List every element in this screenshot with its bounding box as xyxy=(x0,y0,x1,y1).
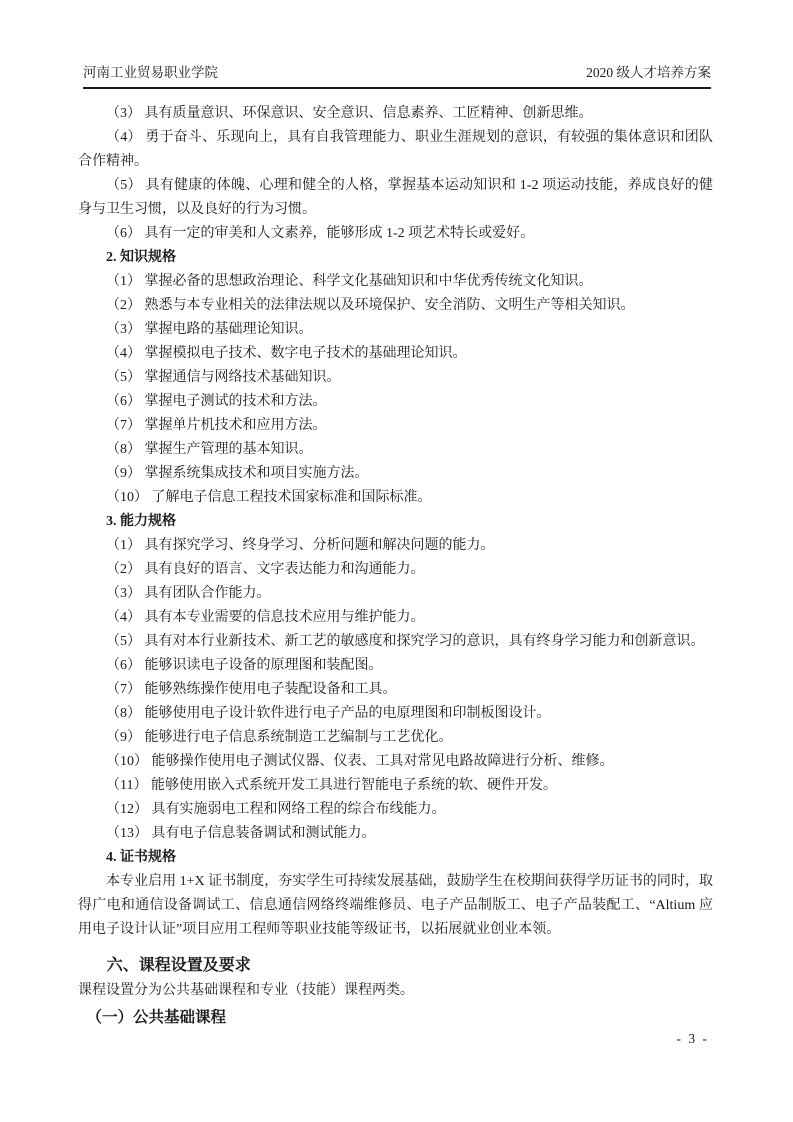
knowledge-item-2: （2） 熟悉与本专业相关的法律法规以及环境保护、安全消防、文明生产等相关知识。 xyxy=(106,298,635,313)
knowledge-item-7: （7） 掌握单片机技术和应用方法。 xyxy=(106,418,327,433)
section-title-certificate: 4. 证书规格 xyxy=(106,850,176,865)
knowledge-item-5: （5） 掌握通信与网络技术基础知识。 xyxy=(106,370,341,385)
knowledge-item-4: （4） 掌握模拟电子技术、数字电子技术的基础理论知识。 xyxy=(106,346,467,361)
knowledge-item-6: （6） 掌握电子测试的技术和方法。 xyxy=(106,394,327,409)
ability-item-2: （2） 具有良好的语言、文字表达能力和沟通能力。 xyxy=(106,562,425,577)
chapter-title-course-setting: 六、课程设置及要求 xyxy=(106,957,251,974)
knowledge-item-10: （10） 了解电子信息工程技术国家标准和国际标准。 xyxy=(106,490,432,505)
page-footer xyxy=(677,1031,710,1047)
ability-item-12: （12） 具有实施弱电工程和网络工程的综合布线能力。 xyxy=(106,802,446,817)
page-number: - 3 - xyxy=(676,1031,709,1046)
paragraph-quality-item-4: （4） 勇于奋斗、乐现向上，具有自我管理能力、职业生涯规划的意识，有较强的集体意识和团队合作精神。 xyxy=(78,130,713,169)
knowledge-item-3: （3） 掌握电路的基础理论知识。 xyxy=(106,322,313,337)
document-content xyxy=(78,102,713,1031)
ability-item-1: （1） 具有探究学习、终身学习、分析问题和解决问题的能力。 xyxy=(106,538,495,553)
ability-item-13: （13） 具有电子信息装备调试和测试能力。 xyxy=(106,826,376,841)
subsection-title-public-basic-courses: （一）公共基础课程 xyxy=(86,1009,227,1026)
paragraph-quality-item-5: （5） 具有健康的体魄、心理和健全的人格，掌握基本运动知识和 1-2 项运动技能，养成良好的健身与卫生习惯，以及良好的行为习惯。 xyxy=(78,178,713,217)
header-school-name: 河南工业贸易职业学院 xyxy=(83,65,218,80)
paragraph-quality-item-6: （6） 具有一定的审美和人文素养，能够形成 1-2 项艺术特长或爱好。 xyxy=(106,226,535,241)
knowledge-item-1: （1） 掌握必备的思想政治理论、科学文化基础知识和中华优秀传统文化知识。 xyxy=(106,274,593,289)
page-header xyxy=(83,64,711,89)
ability-item-9: （9） 能够进行电子信息系统制造工艺编制与工艺优化。 xyxy=(106,730,453,745)
paragraph-certificate: 本专业启用 1+X 证书制度，夯实学生可持续发展基础，鼓励学生在校期间获得学历证书的同时，取得广电和通信设备调试工、信息通信网络终端维修员、电子产品制版工、电子产品装配工、“Altium 应用电子设计认证”项目应用工程师等职业技能等级证书，以拓展就业创业本领。 xyxy=(78,874,713,937)
ability-item-3: （3） 具有团队合作能力。 xyxy=(106,586,271,601)
paragraph-quality-item-3: （3） 具有质量意识、环保意识、安全意识、信息素养、工匠精神、创新思维。 xyxy=(106,106,593,121)
header-doc-title: 2020 级人才培养方案 xyxy=(586,65,711,80)
ability-item-5: （5） 具有对本行业新技术、新工艺的敏感度和探究学习的意识，具有终身学习能力和创新意识。 xyxy=(106,634,705,649)
ability-item-11: （11） 能够使用嵌入式系统开发工具进行智能电子系统的软、硬件开发。 xyxy=(106,778,557,793)
knowledge-item-9: （9） 掌握系统集成技术和项目实施方法。 xyxy=(106,466,369,481)
ability-item-8: （8） 能够使用电子设计软件进行电子产品的电原理图和印制板图设计。 xyxy=(106,706,551,721)
ability-item-6: （6） 能够识读电子设备的原理图和装配图。 xyxy=(106,658,383,673)
section-title-ability: 3. 能力规格 xyxy=(106,514,176,529)
ability-item-7: （7） 能够熟练操作使用电子装配设备和工具。 xyxy=(106,682,397,697)
ability-item-4: （4） 具有本专业需要的信息技术应用与维护能力。 xyxy=(106,610,425,625)
knowledge-item-8: （8） 掌握生产管理的基本知识。 xyxy=(106,442,313,457)
paragraph-course-setting-intro: 课程设置分为公共基础课程和专业（技能）课程两类。 xyxy=(78,983,414,998)
ability-item-10: （10） 能够操作使用电子测试仪器、仪表、工具对常见电路故障进行分析、维修。 xyxy=(106,754,614,769)
section-title-knowledge: 2. 知识规格 xyxy=(106,250,176,265)
